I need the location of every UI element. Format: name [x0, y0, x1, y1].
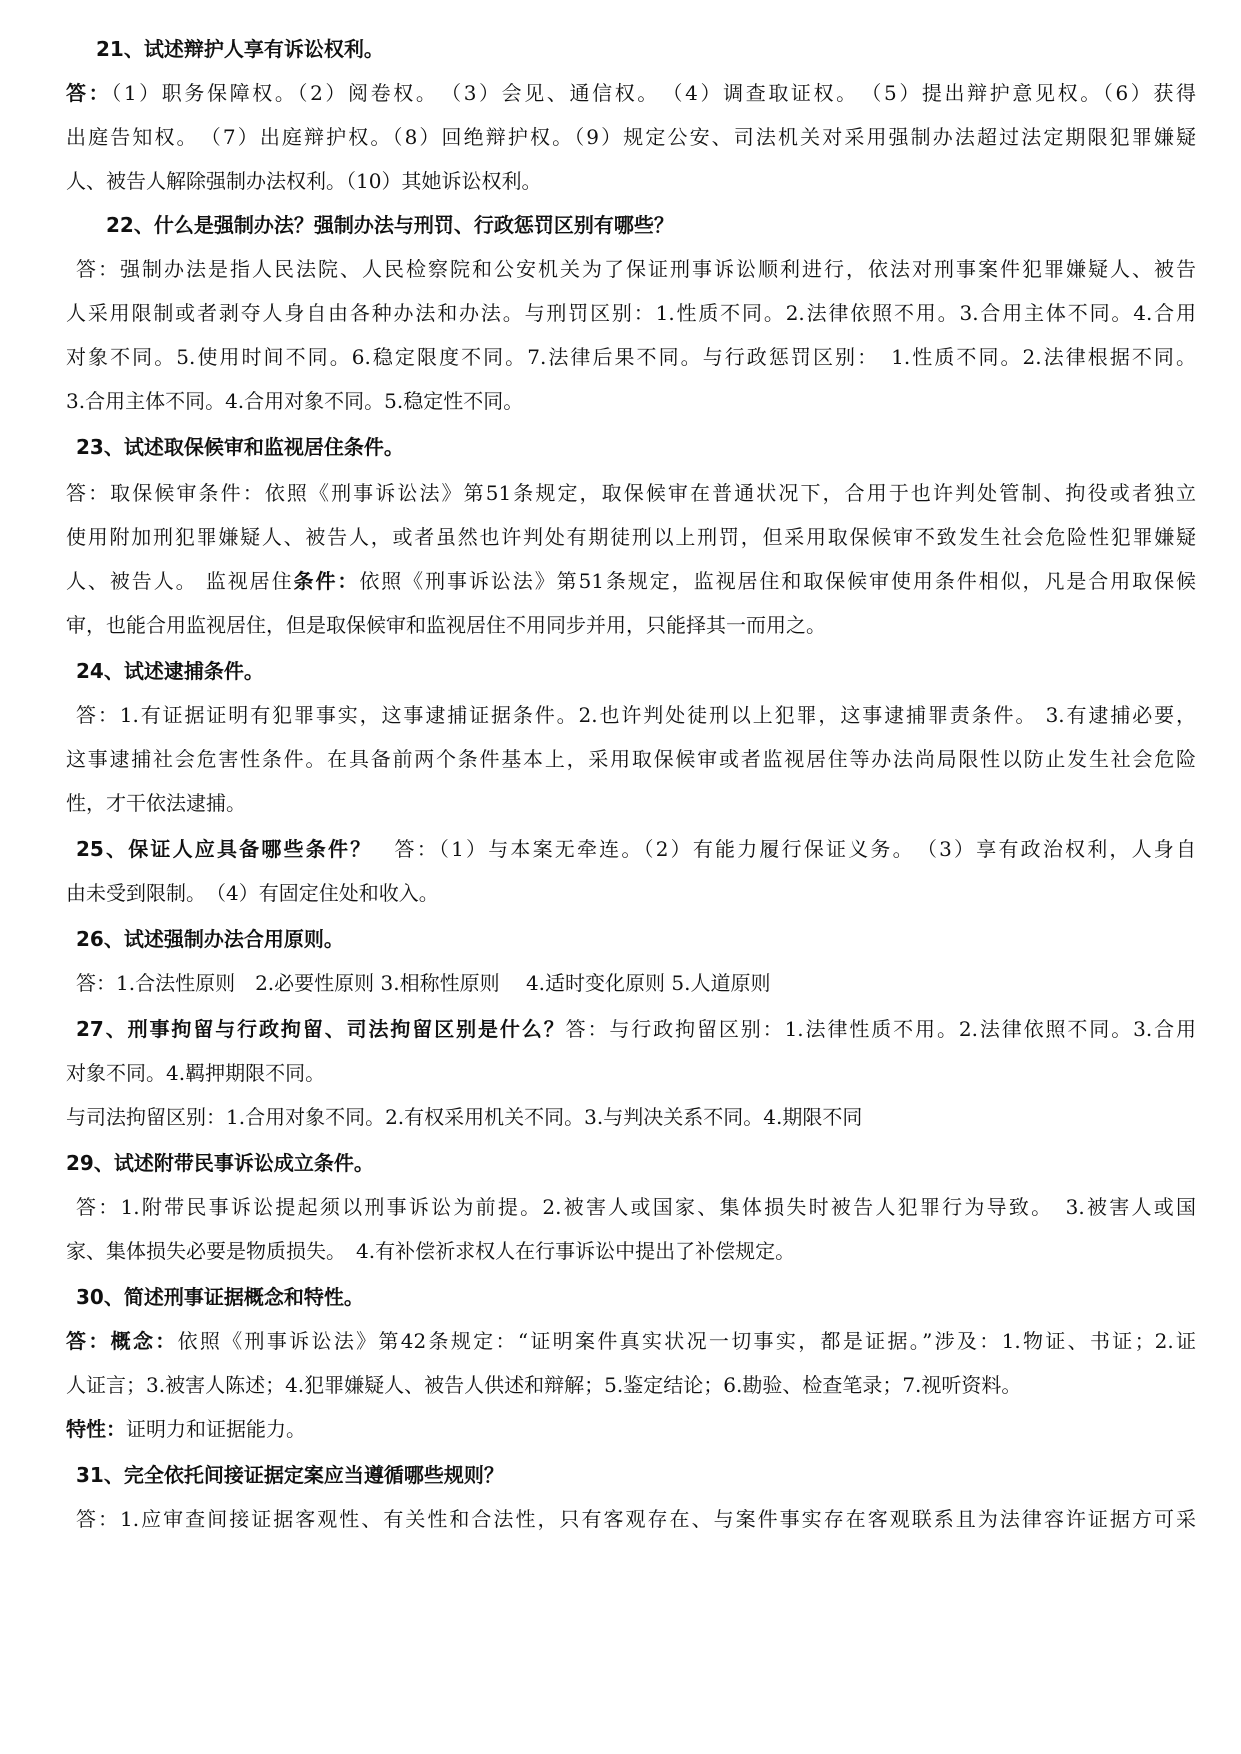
answer-23-line-3: 人、被告人。 监视居住条件：依照《刑事诉讼法》第51条规定，监视居住和取保候审使用条件相似，凡是合用取保候: [66, 569, 1197, 593]
answer-24-line-2: 这事逮捕社会危害性条件。在具备前两个条件基本上，采用取保候审或者监视居住等办法尚局限性以防止发生社会危险: [66, 747, 1196, 771]
question-30: 30、简述刑事证据概念和特性。: [76, 1285, 364, 1309]
answer-30-line-2: 人证言；3.被害人陈述；4.犯罪嫌疑人、被告人供述和辩解；5.鉴定结论；6.勘验、检查笔录；7.视听资料。: [66, 1373, 1022, 1397]
answer-22-line-3: 对象不同。5.使用时间不同。6.稳定限度不同。7.法律后果不同。与行政惩罚区别： 1.性质不同。2.法律根据不同。: [66, 345, 1196, 369]
answer-22-line-4: 3.合用主体不同。4.合用对象不同。5.稳定性不同。: [66, 389, 524, 413]
answer-27-line-3: 与司法拘留区别：1.合用对象不同。2.有权采用机关不同。3.与判决关系不同。4.期限不同: [66, 1105, 863, 1129]
question-26: 26、试述强制办法合用原则。: [76, 927, 344, 951]
question-23: 23、试述取保候审和监视居住条件。: [76, 435, 404, 459]
question-21: 21、试述辩护人享有诉讼权利。: [96, 37, 384, 61]
answer-25-line-2: 由未受到限制。 （4）有固定住处和收入。: [66, 881, 439, 905]
answer-30-line-3: 特性：证明力和证据能力。: [66, 1417, 306, 1441]
question-27-answer-line-1: 27、刑事拘留与行政拘留、司法拘留区别是什么？答：与行政拘留区别：1.法律性质不用。2.法律依照不同。3.合用: [76, 1017, 1196, 1041]
question-31: 31、完全依托间接证据定案应当遵循哪些规则？: [76, 1463, 504, 1487]
answer-21-line-1: 答：（1）职务保障权。（2）阅卷权。 （3）会见、通信权。 （4）调查取证权。 （5）提出辩护意见权。（6）获得: [66, 81, 1196, 105]
question-24: 24、试述逮捕条件。: [76, 659, 264, 683]
answer-23-line-4: 审，也能合用监视居住，但是取保候审和监视居住不用同步并用，只能择其一而用之。: [66, 613, 826, 637]
answer-30-line-1: 答：概念：依照《刑事诉讼法》第42条规定：“证明案件真实状况一切事实，都是证据。”涉及：1.物证、书证；2.证: [66, 1329, 1196, 1353]
answer-26-line-1: 答：1.合法性原则 2.必要性原则 3.相称性原则 4.适时变化原则 5.人道原则: [76, 971, 771, 995]
answer-29-line-2: 家、集体损失必要是物质损失。 4.有补偿祈求权人在行事诉讼中提出了补偿规定。: [66, 1239, 796, 1263]
answer-21-line-2: 出庭告知权。 （7）出庭辩护权。（8）回绝辩护权。（9）规定公安、司法机关对采用强制办法超过法定期限犯罪嫌疑: [66, 125, 1196, 149]
question-22: 22、什么是强制办法？强制办法与刑罚、行政惩罚区别有哪些？: [106, 213, 674, 237]
answer-24-line-1: 答：1.有证据证明有犯罪事实，这事逮捕证据条件。2.也许判处徒刑以上犯罪，这事逮捕罪责条件。 3.有逮捕必要，: [76, 703, 1196, 727]
answer-29-line-1: 答：1.附带民事诉讼提起须以刑事诉讼为前提。2.被害人或国家、集体损失时被告人犯罪行为导致。 3.被害人或国: [76, 1195, 1196, 1219]
answer-24-line-3: 性，才干依法逮捕。: [66, 791, 246, 815]
question-25-answer-line-1: 25、保证人应具备哪些条件？ 答：（1）与本案无牵连。（2）有能力履行保证义务。 （3）享有政治权利，人身自: [76, 837, 1196, 861]
answer-22-line-1: 答：强制办法是指人民法院、人民检察院和公安机关为了保证刑事诉讼顺利进行，依法对刑事案件犯罪嫌疑人、被告: [76, 257, 1196, 281]
answer-23-line-1: 答：取保候审条件：依照《刑事诉讼法》第51条规定，取保候审在普通状况下，合用于也许判处管制、拘役或者独立: [66, 481, 1196, 505]
answer-27-line-2: 对象不同。4.羁押期限不同。: [66, 1061, 326, 1085]
question-29: 29、试述附带民事诉讼成立条件。: [66, 1151, 374, 1175]
answer-22-line-2: 人采用限制或者剥夺人身自由各种办法和办法。与刑罚区别：1.性质不同。2.法律依照不用。3.合用主体不同。4.合用: [66, 301, 1196, 325]
answer-21-line-3: 人、被告人解除强制办法权利。（10）其她诉讼权利。: [66, 169, 542, 193]
answer-31-line-1: 答：1.应审查间接证据客观性、有关性和合法性，只有客观存在、与案件事实存在客观联系且为法律容许证据方可采: [76, 1507, 1196, 1531]
answer-23-line-2: 使用附加刑犯罪嫌疑人、被告人，或者虽然也许判处有期徒刑以上刑罚，但采用取保候审不致发生社会危险性犯罪嫌疑: [66, 525, 1196, 549]
